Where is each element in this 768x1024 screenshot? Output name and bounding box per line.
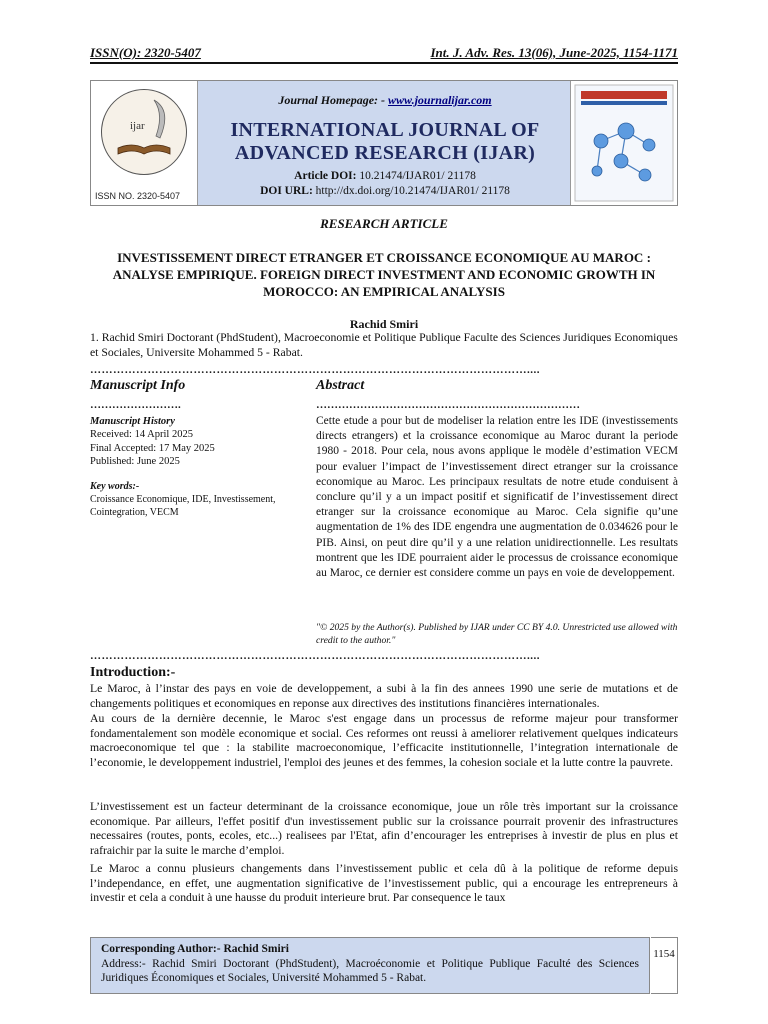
citation-text: Int. J. Adv. Res. 13(06), June-2025, 1154-1171 [430, 45, 678, 60]
journal-title-line2: ADVANCED RESEARCH (IJAR) [234, 142, 536, 164]
journal-cover-image [570, 81, 677, 205]
issn-text: ISSN(O): 2320-5407 [90, 45, 201, 60]
doi-label: Article DOI: [294, 170, 357, 182]
introduction-heading: Introduction:- [90, 665, 176, 680]
homepage-link[interactable]: www.journalijar.com [388, 93, 492, 107]
abstract-dots: ……………………………………………………………… [316, 399, 580, 411]
article-title: INVESTISSEMENT DIRECT ETRANGER ET CROISSANCE ECONOMIQUE AU MAROC : ANALYSE EMPIRIQUE. FOREIGN DIRECT INVESTMENT AND ECONOMIC GROWTH IN MOROCCO: AN EMPIRICAL ANALYSIS [112, 250, 656, 299]
manuscript-info-heading: Manuscript Info [90, 378, 186, 393]
journal-logo [91, 81, 198, 205]
journal-title [197, 119, 573, 165]
doi-value: 10.21474/IJAR01/ 21178 [359, 170, 476, 182]
author-affiliation: 1. Rachid Smiri Doctorant (PhdStudent), Macroeconomie et Politique Publique Faculte des Sciences Juridiques Economiques et Sociales, Universite Mohammed 5 - Rabat. [90, 331, 678, 359]
corresponding-author-box [90, 937, 650, 994]
running-header [90, 45, 678, 61]
intro-paragraph-2: Au cours de la dernière decennie, le Maroc s'est engage dans un processus de reforme majeur pour transformer fondamentalement son modèle economique et social. Ces reformes ont reussi à ameliorer relativement quelques indicateurs macroeconomique tel que : la stabilite macroeconomique, l’efficacite institutionnelle, l’integration internationale de l’economie, le developpement industriel, l'emploi des jeunes et des femmes, la cohesion sociale et la lutte contre la pauvrete. [90, 712, 678, 769]
logo-text: ijar [130, 120, 145, 132]
received-date: Received: 14 April 2025 [90, 429, 193, 441]
published-date: Published: June 2025 [90, 456, 180, 468]
accepted-date: Final Accepted: 17 May 2025 [90, 442, 215, 454]
corresponding-author-address: Address:- Rachid Smiri Doctorant (PhdStudent), Macroéconomie et Politique Publique Faculté des Sciences Juridiques Économiques et Sociales, Université Mohammed 5 - Rabat. [101, 957, 639, 984]
doi-block [197, 169, 573, 199]
logo-circle-icon [101, 89, 187, 175]
homepage-label: Journal Homepage: - [278, 93, 386, 107]
header-rule [90, 62, 678, 64]
journal-title-line1: INTERNATIONAL JOURNAL OF [230, 119, 540, 141]
article-type: RESEARCH ARTICLE [320, 216, 448, 231]
journal-banner [90, 80, 678, 206]
doi-url-value[interactable]: http://dx.doi.org/10.21474/IJAR01/ 21178 [315, 185, 510, 197]
author-name: Rachid Smiri [349, 317, 419, 331]
abstract-text: Cette etude a pour but de modeliser la relation entre les IDE (investissements directs etrangers) et la croissance economique au Maroc durant la periode 1980 - 2018. Pour cela, nous avons applique le modèle d’estimation VECM pour evaluer l’impact de l’investissement direct etranger sur la croissance economique au Maroc. Les principaux resultats de notre etude conduisent à conclure qu’il y a un impact positif et significatif de l’investissement direct etranger sur la croissance economique au Maroc. Cela signifie qu’une augmentation de 1% des IDE engendra une augmentation de 0.034626 pour le PIB. Ainsi, on peut dire qu’il y a une relation unidirectionnelle. Les resultats montrent que les IDE pourraient aider le processus de croissance economique au Maroc, ce dernier est considere comme un pays en voie de developpement. [316, 415, 678, 580]
history-label: Manuscript History [90, 416, 175, 427]
molecule-cover-icon [571, 81, 677, 205]
separator-top: …………………………………………………………………………………………………….... [90, 364, 540, 376]
keywords-text: Croissance Economique, IDE, Investissement, Cointegration, VECM [90, 493, 276, 518]
intro-paragraph-1: Le Maroc, à l’instar des pays en voie de developpement, a subi à la fin des annees 1990 une serie de mutations et de changements politiques et economiques en reponse aux directives des institutions financières internationales. [90, 682, 678, 710]
doi-url-label: DOI URL: [260, 185, 313, 197]
intro-paragraph-3: L’investissement est un facteur determinant de la croissance economique, joue un rôle très important sur la croissance economique. Par ailleurs, l'effet positif d'un investissement public sur la croissance pourrait provenir des infrastructures necessaires (routes, ponts, ecoles, etc...) realisees par l'Etat, afin d’encourager les entreprises à investir de plus en plus et rafraichir par la suite le marche d’emploi. [90, 800, 678, 857]
quill-book-icon [102, 90, 186, 174]
logo-issn: ISSN NO. 2320-5407 [95, 191, 181, 201]
abstract-heading: Abstract [316, 378, 365, 393]
keywords-block [90, 481, 300, 519]
homepage-line [197, 93, 573, 108]
license-note: "© 2025 by the Author(s). Published by IJAR under CC BY 4.0. Unrestricted use allowed with credit to the author." [316, 622, 678, 646]
manuscript-history [90, 415, 300, 469]
corresponding-author-label: Corresponding Author:- Rachid Smiri [101, 943, 289, 955]
separator-bottom: …………………………………………………………………………………………………….... [90, 650, 540, 662]
intro-paragraph-4: Le Maroc a connu plusieurs changements dans l’investissement public et cela dû à la politique de reforme depuis l’independance, en effet, une augmentation significative de l’investissement public, qui a encourage les entrepreneurs à investir et cela a conduit à une hausse du produit interieure brut. Par consequence le taux [90, 862, 678, 905]
page-number: 1154 [651, 937, 678, 994]
manuscript-dots: ……………………. [90, 399, 181, 411]
keywords-label: Key words:- [90, 481, 140, 492]
